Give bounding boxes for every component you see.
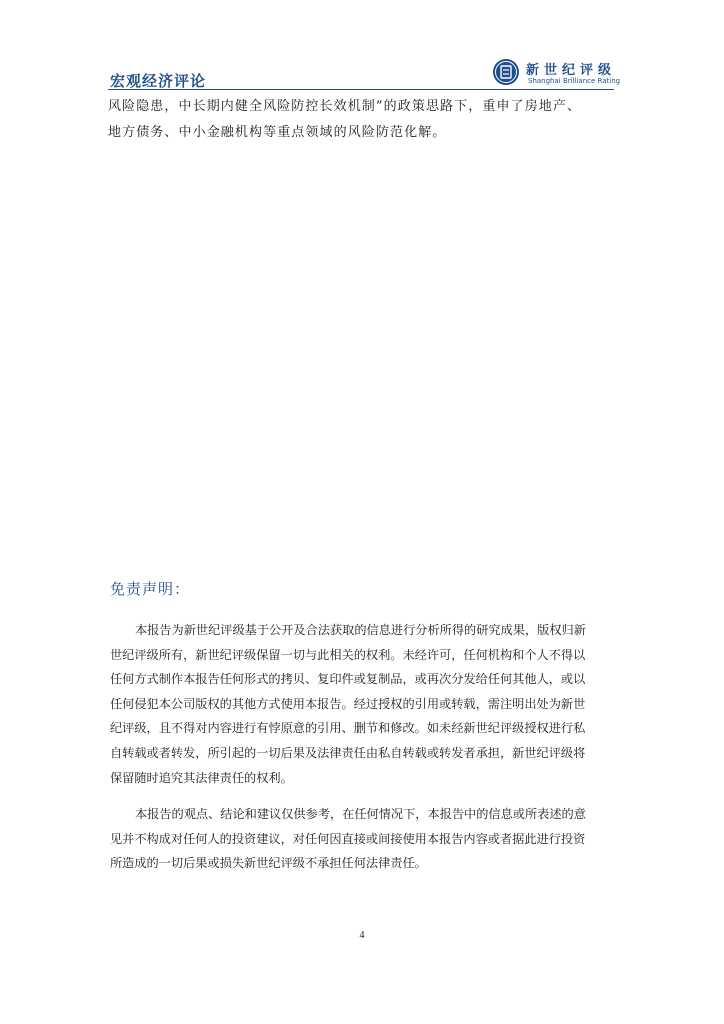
text-line: 世纪评级所有，新世纪评级保留一切与此相关的权利。未经许可，任何机构和个人不得以 <box>110 647 586 662</box>
company-logo <box>492 58 621 88</box>
intro-paragraph <box>108 94 618 146</box>
text-line: 任何方式制作本报告任何形式的拷贝、复印件或复制品，或再次分发给任何其他人，或以 <box>110 672 586 687</box>
text-line: 本报告的观点、结论和建议仅供参考，在任何情况下，本报告中的信息或所表述的意 <box>135 807 586 821</box>
disclaimer-paragraph-2 <box>110 802 618 876</box>
report-series-title: 宏观经济评论 <box>110 72 207 90</box>
page-number: 4 <box>359 930 365 941</box>
text-line: 本报告为新世纪评级基于公开及合法获取的信息进行分析所得的研究成果，版权归新 <box>135 623 586 637</box>
text-line: 见并不构成对任何人的投资建议，对任何因直接或间接使用本报告内容或者据此进行投资 <box>110 831 586 846</box>
text-line: 自转载或者转发，所引起的一切后果及法律责任由私自转载或转发者承担，新世纪评级将 <box>110 745 586 760</box>
header-divider <box>108 89 614 90</box>
disclaimer-paragraph-1 <box>110 618 618 790</box>
text-line: 保留随时追究其法律责任的权利。 <box>110 770 293 785</box>
company-name-cn: 新世纪评级 <box>526 63 617 78</box>
text-line: 地方债务、中小金融机构等重点领域的风险防范化解。 <box>108 125 447 140</box>
text-line: 纪评级，且不得对内容进行有悖原意的引用、删节和修改。如未经新世纪评级授权进行私 <box>110 721 586 736</box>
company-seal-icon <box>492 58 520 86</box>
text-line: 任何侵犯本公司版权的其他方式使用本报告。经过授权的引用或转载，需注明出处为新世 <box>110 696 586 711</box>
disclaimer-heading: 免责声明： <box>110 580 191 598</box>
text-line: 所造成的一切后果或损失新世纪评级不承担任何法律责任。 <box>110 856 427 871</box>
text-line: 风险隐患，中长期内健全风险防控长效机制”的政策思路下，重申了房地产、 <box>108 99 582 114</box>
company-name-en: Shanghai Brilliance Rating <box>528 77 621 85</box>
